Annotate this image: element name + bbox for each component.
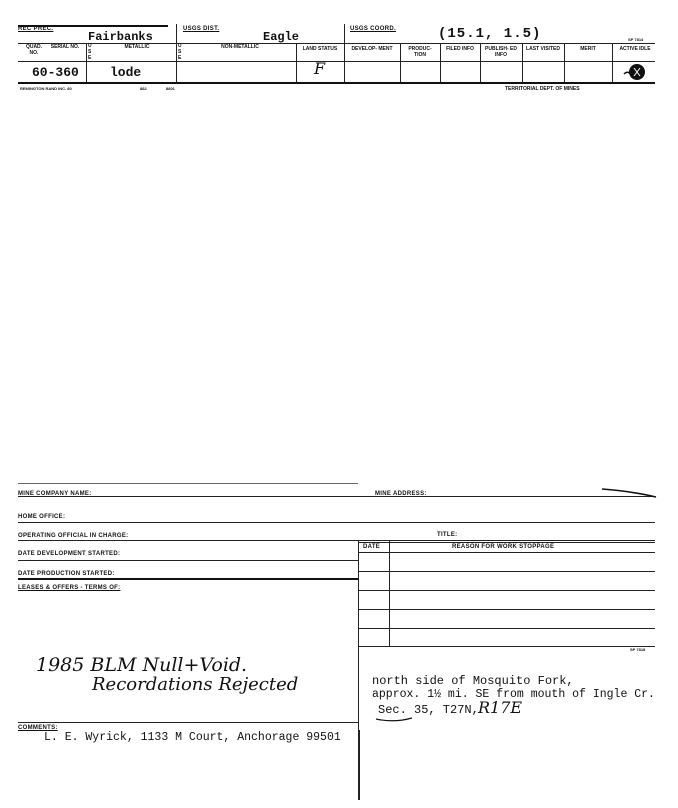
leases-offers-label: LEASES & OFFERS - TERMS OF: — [18, 585, 121, 591]
col-use-nonmetallic: U S E — [178, 43, 182, 61]
operating-official-label: OPERATING OFFICIAL IN CHARGE: — [18, 533, 129, 539]
home-office-label: HOME OFFICE: — [18, 514, 66, 520]
land-status-value: F — [314, 59, 326, 78]
usgs-dist-value: Eagle — [263, 30, 300, 44]
pen-stroke — [600, 485, 658, 501]
underline-stroke — [374, 714, 414, 724]
metallic-value: lode — [110, 65, 142, 80]
date-production-label: DATE PRODUCTION STARTED: — [18, 571, 115, 577]
col-non-metallic: NON-METALLIC — [221, 44, 259, 50]
footer-dept: TERRITORIAL DEPT. OF MINES — [505, 86, 580, 92]
handwritten-note-line-2: Recordations Rejected — [92, 674, 299, 695]
usgs-dist-label: USGS DIST. — [183, 26, 220, 32]
usgs-coord-value: (15.1, 1.5) — [438, 26, 542, 42]
col-active-idle: ACTIVE IDLE — [619, 46, 651, 52]
mine-company-label: MINE COMPANY NAME: — [18, 491, 92, 497]
footer-printer: REMINGTON RAND INC. 80 — [20, 86, 72, 91]
rec-prec-label: REC PREC. — [18, 26, 54, 32]
col-use-metallic: U S E — [88, 43, 92, 61]
serial-value: 60-360 — [32, 65, 79, 80]
col-land-status: LAND STATUS — [302, 46, 338, 52]
mine-address-label: MINE ADDRESS: — [375, 491, 427, 497]
handwritten-note-line-1: 1985 BLM Null+Void. — [36, 654, 248, 676]
location-line-3: Sec. 35, T27N, — [378, 703, 479, 717]
punch-hole-icon — [622, 62, 650, 82]
col-serial-no: SERIAL NO. — [50, 44, 80, 50]
comments-value: L. E. Wyrick, 1133 M Court, Anchorage 99501 — [44, 731, 341, 744]
col-development: DEVELOP- MENT — [351, 46, 393, 52]
date-development-label: DATE DEVELOPMENT STARTED: — [18, 551, 121, 557]
form-number-top: SP 7814 — [628, 37, 644, 42]
col-published-info: PUBLISH- ED INFO — [485, 46, 517, 58]
title-label: TITLE: — [437, 532, 458, 538]
col-quad-no: QUAD. NO. — [25, 44, 43, 56]
comments-label: COMMENTS: — [18, 725, 58, 731]
date-column-label: DATE — [363, 544, 381, 550]
reason-stoppage-label: REASON FOR WORK STOPPAGE — [452, 544, 555, 550]
usgs-coord-label: USGS COORD. — [350, 26, 396, 32]
location-line-2: approx. 1½ mi. SE from mouth of Ingle Cr. — [372, 688, 655, 701]
footer-code-2: 8801 — [166, 86, 175, 91]
col-production: PRODUC- TION — [408, 46, 432, 58]
location-line-1: north side of Mosquito Fork, — [372, 674, 574, 688]
col-filed-info: FILED INFO — [446, 46, 474, 52]
location-range-handwritten: R17E — [478, 698, 523, 717]
rec-prec-value: Fairbanks — [88, 30, 153, 44]
col-merit: MERIT — [580, 46, 596, 52]
form-number-bottom: SP 7818 — [630, 647, 646, 652]
col-metallic: METALLIC — [124, 44, 150, 50]
col-last-visited: LAST VISITED — [526, 46, 560, 52]
footer-code-1: 882 — [140, 86, 147, 91]
